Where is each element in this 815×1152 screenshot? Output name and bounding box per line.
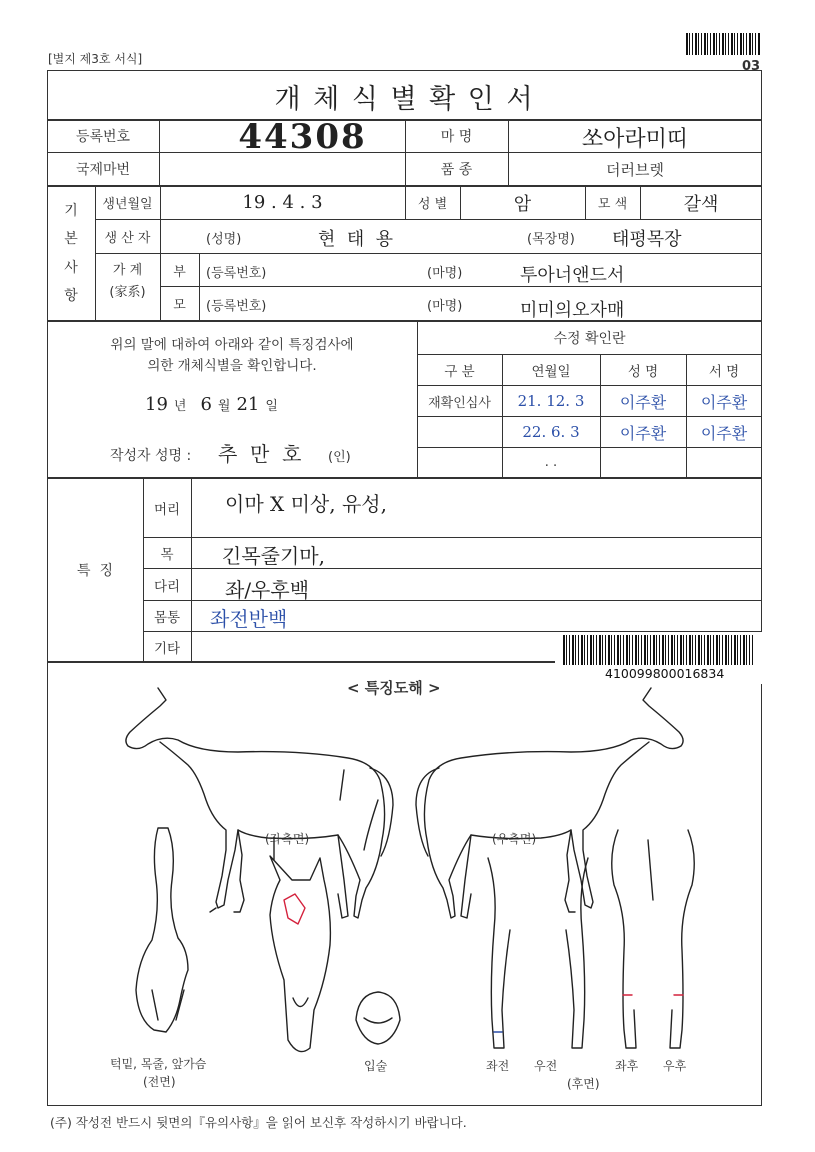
barcode-number: 410099800016834 [605,666,725,681]
confirm-date [145,394,278,415]
page-title: 개 체 식 별 확 인 서 [274,83,535,115]
reg-no-value: 44308 [238,117,367,157]
horse-left-side [126,688,393,918]
horse-hind-legs [612,830,695,1048]
date-month: 6 [200,394,212,415]
producer-name-value: 현 태 용 [318,229,394,250]
feature-head-label: 머리 [153,501,181,518]
sire-name-label: (마명) [427,266,463,281]
sex-label: 성 별 [417,197,448,212]
left-side-caption: (좌측면) [265,832,310,846]
basic-char-3: 사 [64,259,78,276]
front-right-caption: 우전 [534,1059,558,1073]
writer-label: 작성자 성명 : [110,448,192,464]
feature-leg-value: 좌/우후백 [225,578,310,602]
front-sub-caption: (전면) [143,1075,176,1089]
diagram-title: < 특징도해 > [347,679,441,697]
feature-head-value: 이마 X 미상, 유성, [225,492,387,516]
revision-row-2-sign: 이주환 [700,423,748,443]
revision-row-2-name: 이주환 [619,423,667,443]
dam-name-label: (마명) [427,299,463,314]
lineage-hanja: (家系) [109,285,146,300]
dam-label: 모 [173,298,186,313]
dob-label: 생년월일 [102,197,153,212]
date-day-unit: 일 [265,399,278,414]
horse-name-label: 마 명 [440,129,473,145]
basic-char-1: 기 [64,203,78,219]
revision-row-3-date: . . [544,455,558,470]
revision-row-1-name: 이주환 [619,392,667,412]
farm-value: 태평목장 [612,229,682,250]
revision-row-1-date: 21. 12. 3 [517,392,585,410]
producer-name-label: (성명) [206,232,242,247]
front-left-caption: 좌전 [486,1059,510,1073]
date-year-unit: 년 [173,399,187,414]
muzzle-caption: 입술 [364,1059,388,1073]
feature-neck-label: 목 [160,547,174,563]
date-month-unit: 월 [217,399,231,414]
sire-reg-label: (등록번호) [206,266,267,281]
revision-row-2-type [417,417,502,447]
color-label: 모 색 [597,197,628,212]
intl-no-label: 국제마번 [75,162,131,178]
dam-reg-label: (등록번호) [206,299,267,314]
farm-label: (목장명) [527,232,575,247]
producer-label: 생 산 자 [104,231,151,246]
hind-left-caption: 좌후 [615,1059,639,1073]
basic-char-2: 본 [64,231,78,248]
feature-leg-label: 다리 [153,578,181,595]
sire-label: 부 [173,264,186,280]
horse-front-view [136,828,188,1032]
revision-row-1-type: 재확인심사 [428,395,491,411]
rear-sub-caption: (후면) [567,1077,600,1091]
confirm-text-2: 의한 개체식별을 확인합니다. [147,358,317,374]
page-number: 03 [742,59,761,74]
horse-front-legs [488,858,588,1048]
revision-header-date: 연월일 [531,364,571,380]
hind-right-caption: 우후 [663,1059,687,1073]
feature-neck-value: 긴목줄기마, [222,544,325,568]
feature-body-value: 좌전반백 [210,607,288,631]
revision-row-1-sign: 이주환 [700,392,748,412]
basic-char-4: 항 [64,287,78,304]
revision-row-2-date: 22. 6. 3 [522,423,580,441]
form-label: [별지 제3호 서식] [48,52,143,66]
horse-head-front [270,856,330,1052]
horse-muzzle [356,992,400,1044]
top-barcode [686,33,760,55]
revision-header-sign: 서 명 [708,364,740,380]
reg-no-label: 등록번호 [75,129,131,145]
breed-label: 품 종 [440,162,473,178]
footer-note: (주) 작성전 반드시 뒷면의『유의사항』을 읽어 보신후 작성하시기 바랍니다. [50,1115,467,1130]
sex-value: 암 [513,193,532,215]
horse-right-side [416,688,683,918]
dam-name-value: 미미의오자매 [520,300,625,321]
date-year: 19 [145,394,168,415]
writer-name: 추 만 호 [218,442,302,466]
breed-value: 더러브렛 [606,160,664,179]
horse-name-value: 쏘아라미띠 [581,126,689,152]
confirm-text-1: 위의 말에 대하여 아래와 같이 특징검사에 [110,337,354,353]
front-caption: 턱밑, 목줄, 앞가슴 [110,1057,207,1071]
feature-body-label: 몸통 [153,610,181,626]
horse-diagrams [48,680,761,1100]
date-day: 21 [236,394,260,415]
dob-value: 19 . 4 . 3 [242,192,323,213]
revision-header-type: 구 분 [444,364,475,380]
revision-title: 수정 확인란 [553,330,626,347]
revision-header-name: 성 명 [627,364,659,380]
color-value: 갈색 [683,193,719,215]
feature-other-label: 기타 [153,640,181,657]
right-side-caption: (우측면) [492,832,537,846]
lineage-text: 가 계 [112,263,143,278]
writer-seal: (인) [328,450,351,465]
lineage-label [95,260,160,304]
sticker-barcode [563,635,753,665]
sire-name-value: 투아너앤드서 [520,265,625,286]
basic-section-label [47,200,95,305]
features-section-label: 특 징 [77,562,113,579]
barcode-sticker [555,632,763,684]
